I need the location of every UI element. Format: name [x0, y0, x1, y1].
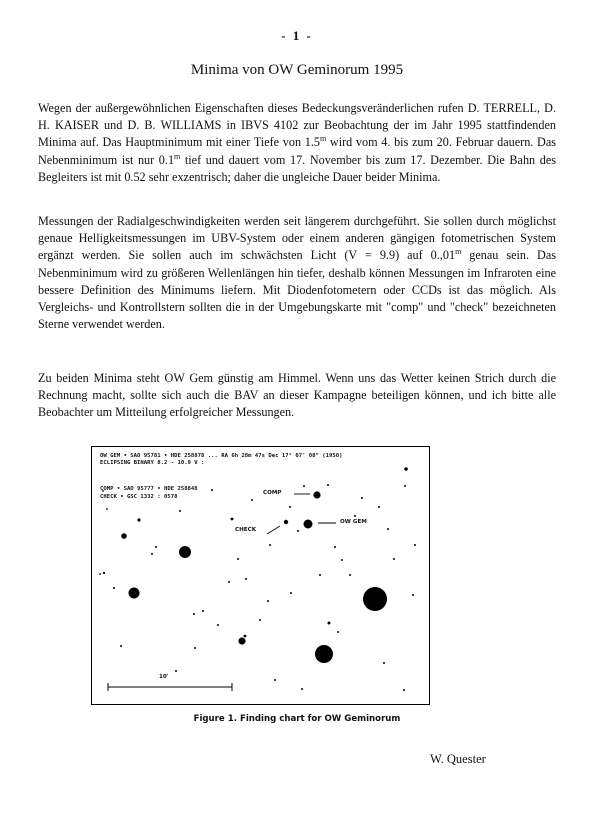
star-small-2 [137, 518, 140, 521]
chart-header-line1: OW GEM • SAO 95781 • HDE 258878 ... RA 6h 28m 47s Dec 17° 07' 08" (1950) [100, 453, 343, 459]
chart-header-line2: ECLIPSING BINARY 8.2 - 10.9 V : [100, 460, 205, 466]
star-small-1 [121, 533, 127, 539]
star-small-3 [231, 518, 234, 521]
page-title: Minima von OW Geminorum 1995 [190, 62, 404, 78]
star-bright-1 [363, 587, 387, 611]
finding-chart [91, 446, 430, 705]
star-small-4 [244, 635, 247, 638]
paragraph-2: Messungen der Radialgeschwindigkeiten werden seit längerem durchgeführt. Sie sollen durch möglichst genaue Helligkeitsmessungen im UBV-System oder einem anderen gängigen fotometrischen System ergänzt werden. Sie sollen auch im schwächsten Licht (V = 9.9) auf 0.,01$^m$ genau sein. Das Nebenminimum wird zu größeren Wellenlängen hin tiefer, deshalb können Messungen im Infraroten eine bessere Definition des Minimums liefern. Mit Diodenfotometern oder CCDs ist das möglich. Als Vergleichs- und Kontrollstern sollten die in der Umgebungskarte mit "comp" und "check" bezeichneten Sterne verwendet werden. [38, 214, 557, 332]
page-number: - 1 - [281, 28, 313, 43]
paragraph-1: Wegen der außergewöhnlichen Eigenschaften dieses Bedeckungsveränderlichen rufen D. TERRELL, D. H. KAISER und D. B. WILLIAMS in IBVS 4102 zur Beobachtung der im Jahr 1995 stattfindenden Minima auf. Das Hauptminimum mit einer Tiefe von 1.5$^m$ wird vom 4. bis zum 20. Februar dauern. Das Nebenminimum ist nur 0.1$^m$ tief und dauert vom 17. November bis zum 17. Dezember. Die Bahn des Begleiters ist mit 0.52 sehr exzentrisch; daher die ungleiche Dauer beider Minima. [38, 101, 556, 184]
star-owgem [304, 520, 313, 529]
star-bright-2 [315, 645, 333, 663]
scale-bar [108, 683, 232, 691]
label-check: CHECK [235, 527, 257, 533]
author-name: W. Quester [430, 752, 486, 766]
label-owgem: OW GEM [340, 519, 367, 525]
star-medium-1 [179, 546, 191, 558]
faint-stars [99, 484, 416, 691]
star-small-5 [328, 622, 331, 625]
star-small-6 [404, 467, 408, 471]
star-check [284, 520, 288, 524]
label-comp: COMP [263, 490, 282, 496]
star-comp [313, 491, 320, 498]
chart-comp-line: COMP • SAO 95777 • HDE 258848 [100, 486, 198, 492]
chart-check-line: CHECK • GSC 1332 : 0578 [100, 494, 178, 500]
star-medium-3 [238, 637, 245, 644]
paragraph-3: Zu beiden Minima steht OW Gem günstig am Himmel. Wenn uns das Wetter keinen Strich durch die Rechnung macht, sollte sich auch die BAV an dieser Kampagne beteiligen können, und ich bitte alle Beobachter um Mitteilung erfolgreicher Messungen. [38, 371, 556, 420]
check-leader [267, 526, 280, 534]
scale-label: 10' [159, 674, 169, 680]
figure-caption: Figure 1. Finding chart for OW Geminorum [193, 714, 401, 724]
star-medium-2 [129, 588, 140, 599]
